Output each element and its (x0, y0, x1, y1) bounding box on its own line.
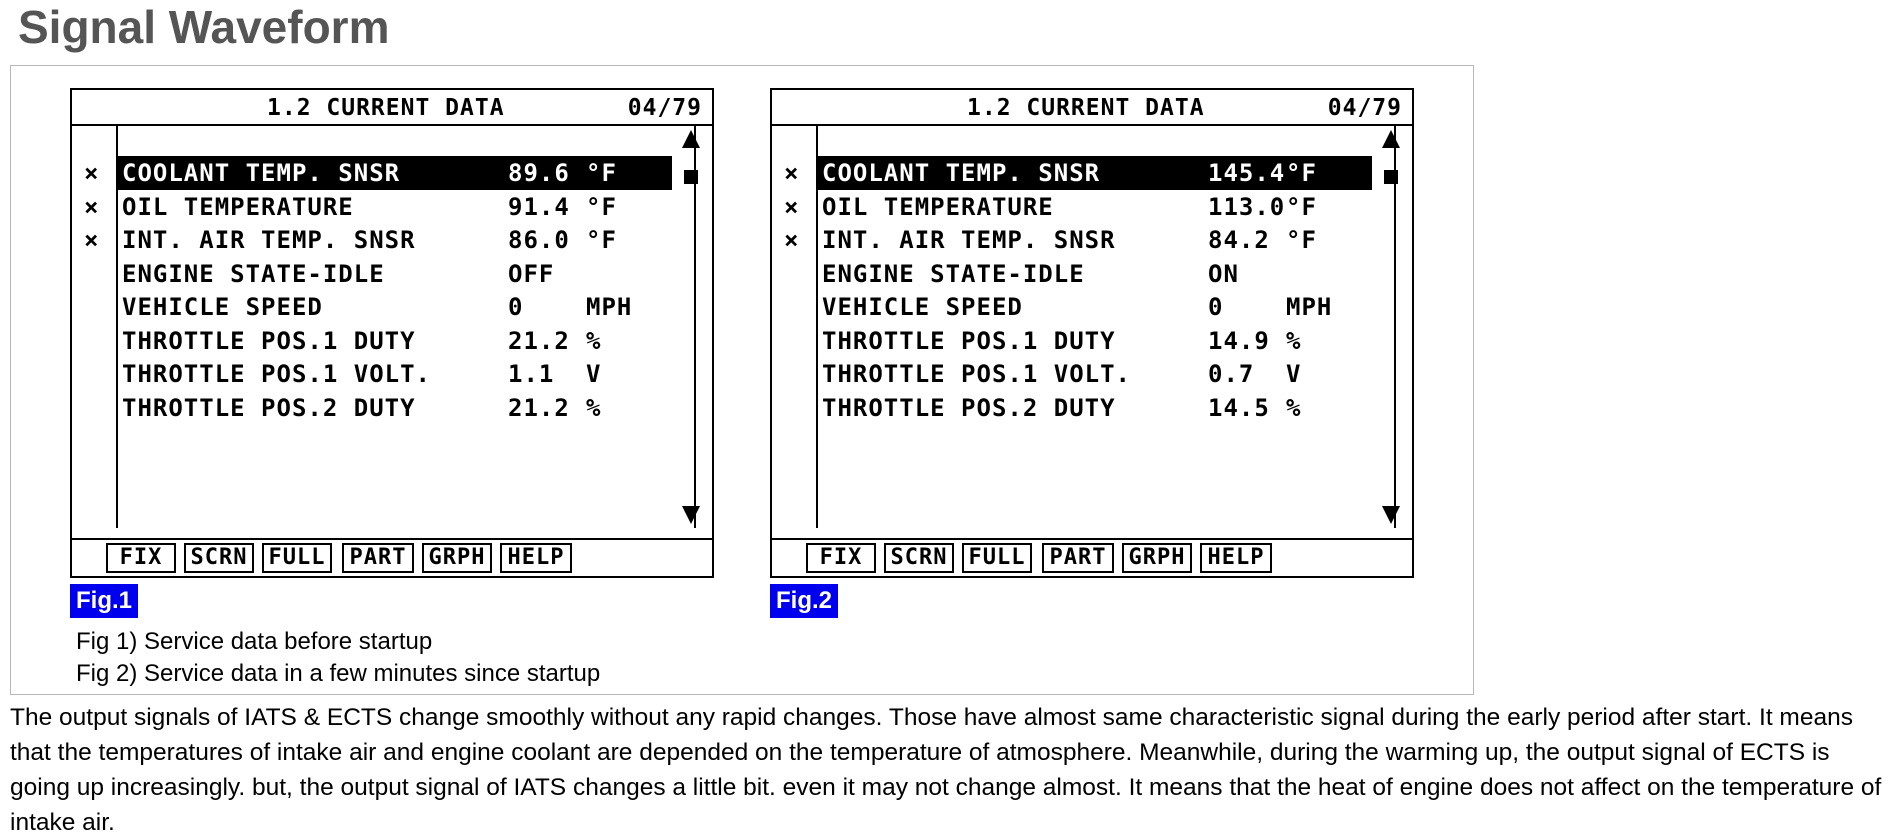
row-unit: % (1286, 326, 1302, 355)
row-unit: V (1286, 360, 1302, 388)
page-title: Signal Waveform (18, 1, 390, 53)
screen-title: 1.2 CURRENT DATA (267, 95, 505, 121)
arrow-down-icon[interactable] (682, 506, 700, 524)
caption-fig-2: Fig 2) Service data in a few minutes since startup (76, 660, 601, 687)
part-button[interactable]: PART (1042, 543, 1114, 573)
x-mark-icon: × (784, 192, 799, 221)
part-button[interactable]: PART (342, 543, 414, 573)
scan-tool-screen-2 (770, 88, 1414, 578)
caption-fig-1: Fig 1) Service data before startup (76, 628, 433, 655)
row-value: 84.2 (1208, 226, 1270, 254)
scroll-thumb-icon[interactable] (1384, 170, 1398, 184)
fix-button[interactable]: FIX (106, 543, 176, 573)
grph-button[interactable]: GRPH (1122, 543, 1192, 573)
data-row[interactable] (818, 290, 1396, 324)
row-value: 113.0 (1208, 192, 1286, 221)
screen-header (72, 90, 712, 126)
data-row[interactable] (818, 257, 1396, 291)
row-label: VEHICLE SPEED (822, 293, 1023, 321)
screen-title: 1.2 CURRENT DATA (967, 95, 1205, 121)
row-value: OFF (508, 259, 555, 288)
data-row[interactable] (118, 156, 672, 190)
x-mark-icon: × (84, 226, 99, 254)
row-label: THROTTLE POS.1 DUTY (822, 326, 1116, 355)
function-key-bar (72, 538, 712, 576)
row-value: 91.4 (508, 192, 570, 221)
row-value: 86.0 (508, 226, 570, 254)
row-unit: MPH (1286, 293, 1333, 321)
data-row[interactable] (818, 391, 1396, 425)
row-unit: % (586, 393, 602, 422)
row-label: OIL TEMPERATURE (822, 192, 1054, 221)
full-button[interactable]: FULL (262, 543, 332, 573)
data-row[interactable] (118, 357, 696, 391)
data-row[interactable] (118, 257, 696, 291)
row-label: COOLANT TEMP. SNSR (822, 159, 1101, 187)
function-key-bar (772, 538, 1412, 576)
arrow-down-icon[interactable] (1382, 506, 1400, 524)
row-value: 21.2 (508, 326, 570, 355)
row-unit: MPH (586, 293, 633, 321)
row-unit: % (1286, 393, 1302, 422)
row-label: COOLANT TEMP. SNSR (122, 159, 401, 187)
row-label: ENGINE STATE-IDLE (822, 259, 1085, 288)
row-label: OIL TEMPERATURE (122, 192, 354, 221)
scan-tool-screen-1 (70, 88, 714, 578)
screen-header (772, 90, 1412, 126)
row-unit: °F (1286, 192, 1317, 221)
row-value: 14.5 (1208, 393, 1270, 422)
row-unit: V (586, 360, 602, 388)
row-value: 21.2 (508, 393, 570, 422)
arrow-up-icon[interactable] (682, 130, 700, 148)
help-button[interactable]: HELP (1200, 543, 1272, 573)
fig-label-1: Fig.1 (70, 584, 138, 618)
row-unit: °F (586, 192, 617, 221)
scrollbar[interactable] (1372, 126, 1412, 528)
row-value: 14.9 (1208, 326, 1270, 355)
row-label: ENGINE STATE-IDLE (122, 259, 385, 288)
scrollbar[interactable] (672, 126, 712, 528)
description-paragraph: The output signals of IATS & ECTS change smoothly without any rapid changes. Those have almost same characteristic signal during the early period after start. It means that the temperatures of intake air and engine coolant are depended on the temperature of atmosphere. Meanwhile, during the warming up, the output signal of ECTS is going up increasingly. but, the output signal of IATS changes a little bit. even it may not change almost. It means that the heat of engine does not affect on the temperature of intake air. (10, 704, 1882, 836)
row-value: 145.4 (1208, 159, 1286, 187)
fix-button[interactable]: FIX (806, 543, 876, 573)
row-unit: °F (586, 226, 617, 254)
page-indicator: 04/79 (627, 95, 702, 121)
row-value: ON (1208, 259, 1239, 288)
data-row[interactable] (818, 223, 1396, 257)
data-row[interactable] (118, 290, 696, 324)
row-label: THROTTLE POS.1 VOLT. (122, 360, 431, 388)
row-label: THROTTLE POS.2 DUTY (122, 393, 416, 422)
x-mark-icon: × (84, 159, 99, 187)
data-list (816, 126, 1396, 528)
scrn-button[interactable]: SCRN (184, 543, 254, 573)
row-label: THROTTLE POS.1 DUTY (122, 326, 416, 355)
row-label: INT. AIR TEMP. SNSR (822, 226, 1116, 254)
full-button[interactable]: FULL (962, 543, 1032, 573)
row-unit: °F (1286, 159, 1317, 187)
row-unit: °F (586, 159, 617, 187)
help-button[interactable]: HELP (500, 543, 572, 573)
data-row[interactable] (818, 324, 1396, 358)
data-row[interactable] (818, 156, 1372, 190)
data-row[interactable] (118, 223, 696, 257)
page-indicator: 04/79 (1327, 95, 1402, 121)
fig-label-2: Fig.2 (770, 584, 838, 618)
scroll-thumb-icon[interactable] (684, 170, 698, 184)
arrow-up-icon[interactable] (1382, 130, 1400, 148)
row-value: 89.6 (508, 159, 570, 187)
row-label: VEHICLE SPEED (122, 293, 323, 321)
scrn-button[interactable]: SCRN (884, 543, 954, 573)
x-mark-icon: × (84, 192, 99, 221)
row-label: THROTTLE POS.1 VOLT. (822, 360, 1131, 388)
data-row[interactable] (118, 391, 696, 425)
grph-button[interactable]: GRPH (422, 543, 492, 573)
row-unit: °F (1286, 226, 1317, 254)
data-row[interactable] (118, 324, 696, 358)
row-value: 0 (508, 293, 524, 321)
data-row[interactable] (818, 190, 1396, 224)
x-mark-icon: × (784, 226, 799, 254)
row-label: THROTTLE POS.2 DUTY (822, 393, 1116, 422)
row-label: INT. AIR TEMP. SNSR (122, 226, 416, 254)
data-list (116, 126, 696, 528)
data-row[interactable] (118, 190, 696, 224)
x-mark-icon: × (784, 159, 799, 187)
row-value: 0.7 (1208, 360, 1255, 388)
data-row[interactable] (818, 357, 1396, 391)
row-value: 0 (1208, 293, 1224, 321)
row-value: 1.1 (508, 360, 555, 388)
row-unit: % (586, 326, 602, 355)
